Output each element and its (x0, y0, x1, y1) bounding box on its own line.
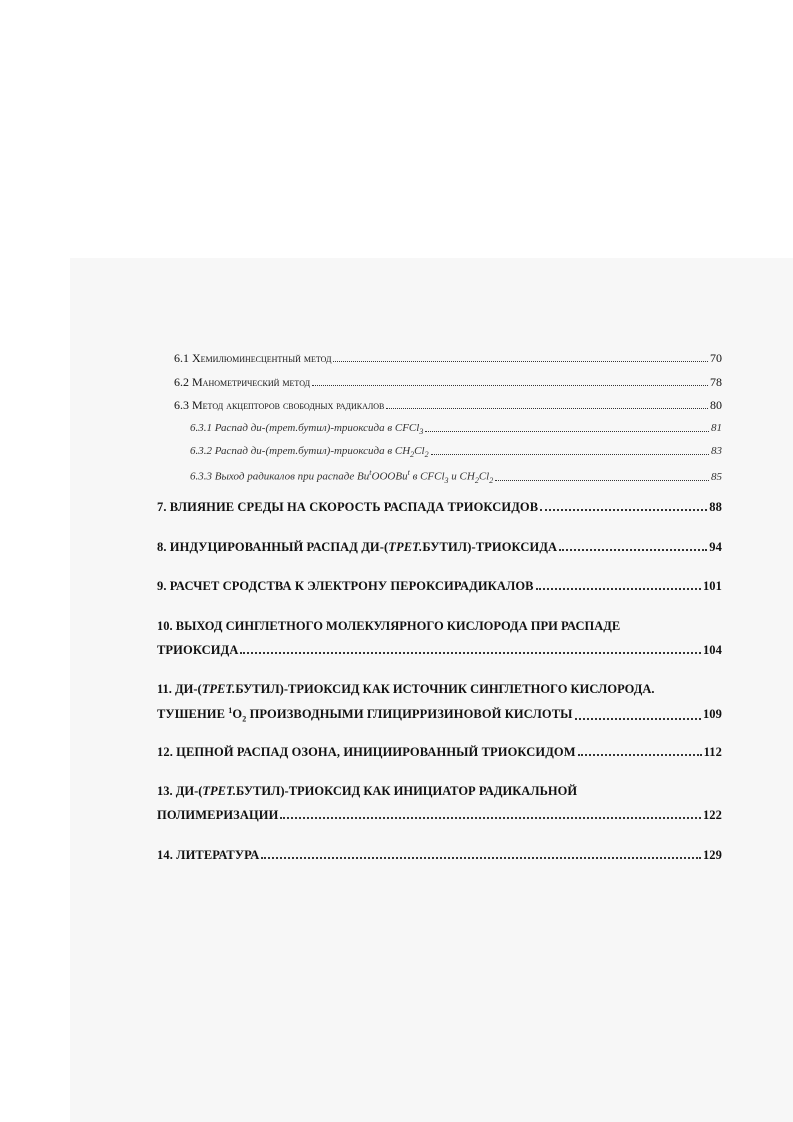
toc-entry-7[interactable] (157, 500, 722, 515)
toc-entry-title: ТРИОКСИДА (157, 643, 239, 657)
toc-entry-title-text: OOOBu (371, 470, 408, 483)
toc-entry-title-text: и CH (448, 470, 475, 483)
toc-entry-page: 85 (711, 470, 722, 483)
toc-entry-title: 6.1 Хемилюминесцентный метод (174, 351, 332, 365)
toc-entry-title: 6.3 Метод акцепторов свободных радикалов (174, 398, 385, 412)
subscript: 2 (242, 714, 247, 724)
toc-entry-title-text: O (232, 707, 243, 722)
toc-entry-title-text: 6.3.3 Выход радикалов при распаде Bu (190, 470, 370, 483)
toc-entry-6-3[interactable] (174, 398, 722, 413)
toc-entry-title: 14. ЛИТЕРАТУРА (157, 848, 260, 862)
toc-entry-page: 70 (710, 351, 722, 365)
subscript: 2 (424, 450, 429, 460)
toc-entry-8[interactable] (157, 540, 722, 555)
toc-entry-page: 112 (703, 745, 722, 759)
dot-leader (261, 857, 701, 859)
toc-entry-title: 6.2 Манометрический метод (174, 375, 311, 389)
dot-leader (495, 480, 709, 481)
dot-leader (559, 549, 707, 551)
toc-entry-title-text: БУТИЛ)-ТРИОКСИД КАК ИНИЦИАТОР РАДИКАЛЬНОЙ (236, 784, 578, 798)
toc-entry-page: 101 (702, 579, 722, 593)
toc-entry-title: 9. РАСЧЕТ СРОДСТВА К ЭЛЕКТРОНУ ПЕРОКСИРАДИКАЛОВ (157, 579, 534, 593)
toc-entry-6-3-2[interactable] (190, 445, 722, 459)
toc-entry-12[interactable] (157, 745, 722, 760)
toc-entry-title: 7. ВЛИЯНИЕ СРЕДЫ НА СКОРОСТЬ РАСПАДА ТРИОКСИДОВ (157, 500, 539, 514)
subscript: 2 (410, 450, 415, 460)
toc-entry-title-text: БУТИЛ)-ТРИОКСИДА (422, 540, 558, 554)
toc-entry-title-text: 8. ИНДУЦИРОВАННЫЙ РАСПАД ДИ-( (157, 540, 389, 554)
toc-entry-page: 80 (710, 398, 722, 412)
superscript: t (369, 468, 372, 477)
superscript: 1 (228, 706, 233, 715)
toc-entry-page: 94 (709, 540, 722, 554)
toc-entry-title (157, 706, 573, 724)
toc-entry-title: 12. ЦЕПНОЙ РАСПАД ОЗОНА, ИНИЦИИРОВАННЫЙ ТРИОКСИДОМ (157, 745, 576, 759)
dot-leader (575, 718, 701, 720)
subscript: 2 (474, 475, 479, 485)
subscript: 2 (489, 475, 494, 485)
toc-entry-6-1[interactable] (174, 351, 722, 366)
dot-leader (540, 509, 707, 511)
subscript: 3 (444, 475, 449, 485)
toc-entry-title: ПОЛИМЕРИЗАЦИИ (157, 808, 279, 822)
toc-entry-11[interactable] (157, 706, 722, 724)
dot-leader (536, 588, 701, 590)
toc-entry-title-italic: ТРЕТ. (388, 540, 423, 554)
dot-leader (280, 817, 700, 819)
toc-entry-title-text: 6.3.2 Распад ди-(трет.бутил)-триоксида в CH (190, 445, 411, 457)
toc-entry-page: 78 (710, 375, 722, 389)
toc-entry-title-text: 6.3.1 Распад ди-(трет.бутил)-триоксида в CFCl (190, 422, 420, 434)
toc-entry-9[interactable] (157, 579, 722, 594)
toc-entry-title-text: БУТИЛ)-ТРИОКСИД КАК ИСТОЧНИК СИНГЛЕТНОГО КИСЛОРОДА. (235, 682, 655, 696)
toc-entry-title (190, 422, 423, 436)
toc-entry-title (157, 540, 557, 555)
subscript: 3 (419, 427, 424, 437)
toc-entry-page: 104 (702, 643, 722, 657)
toc-entry-title-text: 13. ДИ-( (157, 784, 203, 798)
toc-entry-page: 122 (702, 808, 722, 822)
toc-entry-title-text: 11. ДИ-( (157, 682, 202, 696)
toc-entry-title-italic: ТРЕТ. (202, 784, 236, 798)
toc-entry-10[interactable] (157, 643, 722, 658)
toc-entry-page: 109 (702, 707, 722, 722)
dot-leader (312, 385, 708, 386)
toc-entry-title-text: ПРОИЗВОДНЫМИ ГЛИЦИРРИЗИНОВОЙ КИСЛОТЫ (246, 707, 573, 722)
toc-entry-13-line1 (157, 784, 577, 799)
toc-entry-title-text: ТУШЕНИЕ (157, 707, 229, 722)
toc-entry-13[interactable] (157, 808, 722, 823)
superscript: t (407, 468, 410, 477)
toc-entry-page: 81 (711, 422, 722, 434)
toc-entry-title-text: Cl (414, 445, 425, 457)
toc-entry-page: 83 (711, 445, 722, 457)
dot-leader (333, 361, 708, 362)
dot-leader (240, 652, 700, 654)
dot-leader (425, 431, 709, 432)
toc-entry-6-3-1[interactable] (190, 422, 722, 436)
toc-entry-title-text: в CFCl (409, 470, 445, 483)
toc-entry-title-italic: ТРЕТ. (201, 682, 236, 696)
dot-leader (431, 454, 709, 455)
toc-entry-title (190, 468, 493, 485)
toc-entry-14[interactable] (157, 848, 722, 863)
toc-entry-page: 88 (709, 500, 722, 514)
toc-entry-6-3-3[interactable] (190, 468, 722, 485)
dot-leader (386, 408, 708, 409)
toc-entry-title-text: Cl (478, 470, 490, 483)
toc-entry-title (190, 445, 429, 459)
toc-entry-11-line1 (157, 682, 655, 697)
dot-leader (578, 754, 702, 756)
toc-entry-10-line1: 10. ВЫХОД СИНГЛЕТНОГО МОЛЕКУЛЯРНОГО КИСЛОРОДА ПРИ РАСПАДЕ (157, 619, 621, 633)
toc-entry-6-2[interactable] (174, 375, 722, 390)
toc-entry-page: 129 (702, 848, 722, 862)
